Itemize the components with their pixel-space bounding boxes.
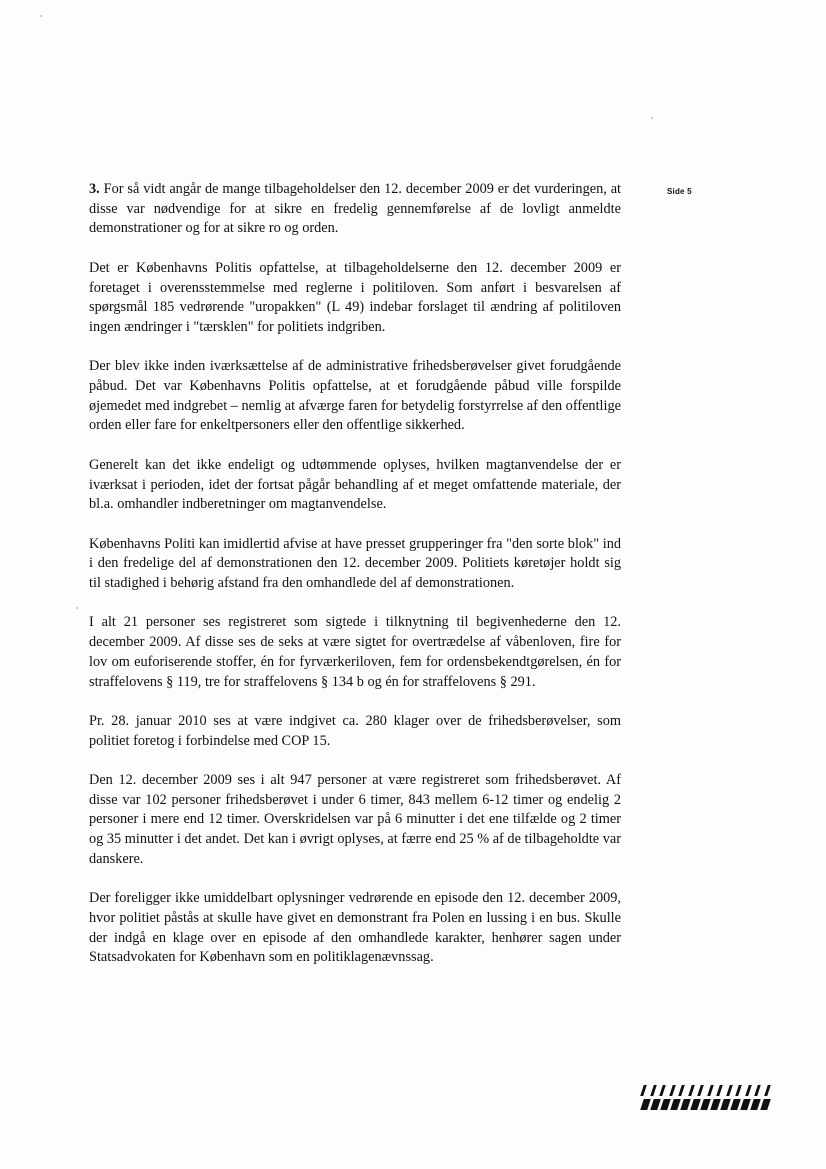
document-barcode [642, 1085, 772, 1111]
paragraph-2: Det er Københavns Politis opfattelse, at tilbageholdelserne den 12. december 2009 er foretaget i overensstemmelse med reglerne i politiloven. Som anført i besvarelsen af spørgsmål 185 vedrørende "uropakken" (L 49) indebar forslaget til ændring af politiloven ingen ændringer i "tærsklen" for politiets indgriben. [89, 259, 621, 335]
scan-speck [76, 607, 78, 609]
barcode-bottom-row [642, 1099, 772, 1110]
paragraph-7: Pr. 28. januar 2010 ses at være indgivet ca. 280 klager over de frihedsberøvelser, som politiet foretog i forbindelse med COP 15. [89, 712, 621, 749]
barcode-top-row [642, 1085, 772, 1096]
paragraph-3: Der blev ikke inden iværksættelse af de administrative frihedsberøvelser givet forudgående påbud. Det var Københavns Politis opfattelse, at et forudgående påbud ville forspilde øjemedet med indgrebet – nemlig at afværge faren for betydelig forstyrrelse af den offentlige orden eller fare for enkeltpersoners eller den offentlige sikkerhed. [89, 358, 621, 434]
paragraph-8: Den 12. december 2009 ses i alt 947 personer at være registreret som frihedsberøvet. Af disse var 102 personer frihedsberøvet i under 6 timer, 843 mellem 6-12 timer og endelig 2 personer i mere end 12 timer. Overskridelsen var på 6 minutter i det ene tilfælde og 2 timer og 35 minutter i det andet. Det kan i øvrigt oplyses, at færre end 25 % af de tilbageholdte var danskere. [89, 771, 621, 867]
page-number-label: Side 5 [667, 187, 692, 196]
paragraph-5: Københavns Politi kan imidlertid afvise at have presset grupperinger fra "den sorte blok" ind i den fredelige del af demonstrationen den 12. december 2009. Politiets køretøjer holdt sig til stadighed i behørig afstand fra den omhandlede del af demonstrationen. [89, 535, 621, 591]
scan-speck [40, 15, 42, 17]
paragraph-1 [89, 180, 621, 239]
paragraph-6: I alt 21 personer ses registreret som sigtede i tilknytning til begivenhederne den 12. december 2009. Af disse ses de seks at være sigtet for overtrædelse af våbenloven, fire for lov om euforiserende stoffer, én for fyrværkeriloven, fem for ordensbekendtgørelsen, én for straffelovens § 119, tre for straffelovens § 134 b og én for straffelovens § 291. [89, 614, 621, 690]
paragraph-text: For så vidt angår de mange tilbageholdelser den 12. december 2009 er det vurderingen, at disse var nødvendige for at sikre en fredelig gennemførelse af de lovligt anmeldte demonstrationer og for at sikre ro og orden. [89, 181, 622, 237]
document-body [89, 180, 621, 988]
paragraph-number: 3. [89, 181, 100, 197]
scan-speck [651, 117, 653, 119]
paragraph-9: Der foreligger ikke umiddelbart oplysninger vedrørende en episode den 12. december 2009, hvor politiet påstås at skulle have givet en demonstrant fra Polen en lussing i en bus. Skulle der indgå en klage over en episode af den omhandlede karakter, henhører sagen under Statsadvokaten for København som en politiklagenævnssag. [89, 890, 621, 966]
paragraph-4: Generelt kan det ikke endeligt og udtømmende oplyses, hvilken magtanvendelse der er iværksat i perioden, idet der fortsat pågår behandling af et meget omfattende materiale, der bl.a. omhandler indberetninger om magtanvendelse. [89, 456, 621, 513]
